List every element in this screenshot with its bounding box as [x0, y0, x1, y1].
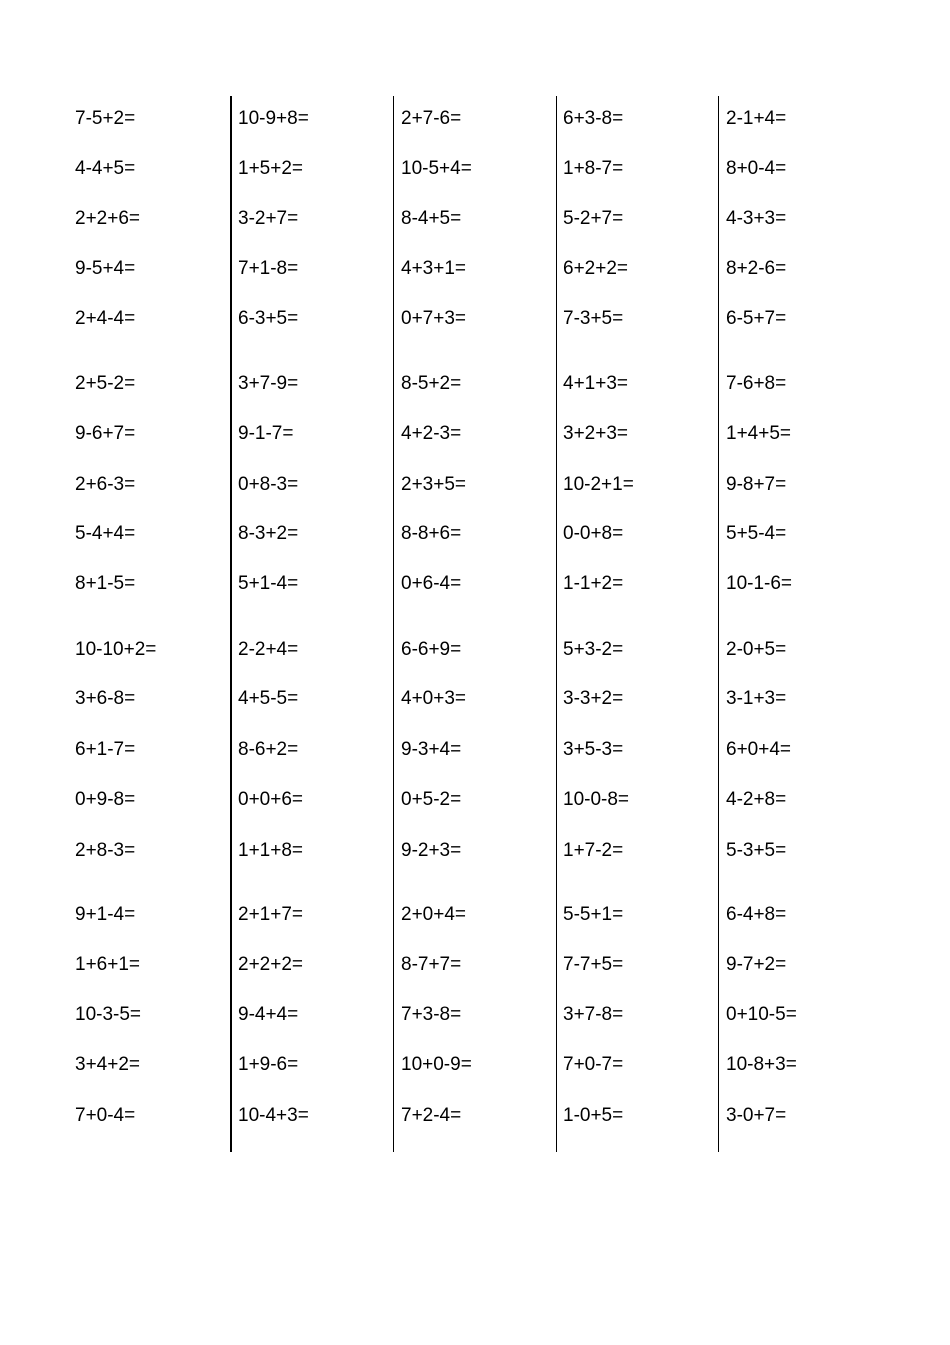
math-problem: 10-9+8=	[238, 108, 309, 129]
math-problem: 8-4+5=	[401, 208, 462, 229]
math-problem: 8+0-4=	[726, 158, 787, 179]
math-problem: 5-2+7=	[563, 208, 624, 229]
math-problem: 1+1+8=	[238, 840, 303, 861]
math-problem: 2+6-3=	[75, 474, 136, 495]
math-problem: 6+2+2=	[563, 258, 628, 279]
math-problem: 2-0+5=	[726, 639, 787, 660]
math-problem: 3+7-8=	[563, 1004, 624, 1025]
math-problem: 0+6-4=	[401, 573, 462, 594]
math-problem: 5+3-2=	[563, 639, 624, 660]
math-problem: 2+2+2=	[238, 954, 303, 975]
math-problem: 1+5+2=	[238, 158, 303, 179]
math-problem: 4+3+1=	[401, 258, 466, 279]
math-problem: 9-6+7=	[75, 423, 136, 444]
math-problem: 4+1+3=	[563, 373, 628, 394]
math-problem: 8+2-6=	[726, 258, 787, 279]
math-problem: 9-3+4=	[401, 739, 462, 760]
math-problem: 10-5+4=	[401, 158, 472, 179]
math-problem: 1+6+1=	[75, 954, 140, 975]
math-problem: 8-8+6=	[401, 523, 462, 544]
math-problem: 1+4+5=	[726, 423, 791, 444]
math-problem: 2+3+5=	[401, 474, 466, 495]
math-problem: 9-4+4=	[238, 1004, 299, 1025]
math-problem: 3-3+2=	[563, 688, 624, 709]
math-problem: 2+1+7=	[238, 904, 303, 925]
math-problem: 9-2+3=	[401, 840, 462, 861]
math-problem: 1+8-7=	[563, 158, 624, 179]
math-problem: 5-3+5=	[726, 840, 787, 861]
math-problem: 10-1-6=	[726, 573, 793, 594]
math-problem: 7+1-8=	[238, 258, 299, 279]
math-problem: 9+1-4=	[75, 904, 136, 925]
math-problem: 3-2+7=	[238, 208, 299, 229]
math-problem: 6+1-7=	[75, 739, 136, 760]
math-problem: 2-2+4=	[238, 639, 299, 660]
math-problem: 7-6+8=	[726, 373, 787, 394]
math-problem: 10+0-9=	[401, 1054, 472, 1075]
math-problem: 2+5-2=	[75, 373, 136, 394]
math-problem: 9-1-7=	[238, 423, 294, 444]
math-problem: 2+7-6=	[401, 108, 462, 129]
math-problem: 8-5+2=	[401, 373, 462, 394]
math-problem: 3-1+3=	[726, 688, 787, 709]
math-problem: 8+1-5=	[75, 573, 136, 594]
math-problem: 4-4+5=	[75, 158, 136, 179]
math-problem: 6-3+5=	[238, 308, 299, 329]
math-problem: 3+2+3=	[563, 423, 628, 444]
math-problem: 0+9-8=	[75, 789, 136, 810]
math-problem: 2+0+4=	[401, 904, 466, 925]
math-problem: 1+7-2=	[563, 840, 624, 861]
math-problem: 10-2+1=	[563, 474, 634, 495]
math-problem: 0-0+8=	[563, 523, 624, 544]
math-problem: 0+7+3=	[401, 308, 466, 329]
math-problem: 4-2+8=	[726, 789, 787, 810]
math-problem: 8-6+2=	[238, 739, 299, 760]
math-problem: 1-1+2=	[563, 573, 624, 594]
column-divider	[556, 96, 557, 1152]
math-problem: 1+9-6=	[238, 1054, 299, 1075]
math-problem: 0+10-5=	[726, 1004, 797, 1025]
math-problem: 4+0+3=	[401, 688, 466, 709]
column-divider	[230, 96, 232, 1152]
math-problem: 10-4+3=	[238, 1105, 309, 1126]
math-problem: 10-10+2=	[75, 639, 157, 660]
math-problem: 10-0-8=	[563, 789, 630, 810]
math-problem: 0+0+6=	[238, 789, 303, 810]
math-problem: 7-3+5=	[563, 308, 624, 329]
math-problem: 8-7+7=	[401, 954, 462, 975]
math-problem: 2+4-4=	[75, 308, 136, 329]
column-divider	[718, 96, 719, 1152]
math-problem: 6-6+9=	[401, 639, 462, 660]
math-problem: 9-8+7=	[726, 474, 787, 495]
math-problem: 6+3-8=	[563, 108, 624, 129]
math-problem: 7+0-4=	[75, 1105, 136, 1126]
math-problem: 2+2+6=	[75, 208, 140, 229]
math-problem: 4-3+3=	[726, 208, 787, 229]
math-problem: 3-0+7=	[726, 1105, 787, 1126]
math-problem: 6+0+4=	[726, 739, 791, 760]
math-problem: 3+7-9=	[238, 373, 299, 394]
math-problem: 9-5+4=	[75, 258, 136, 279]
math-problem: 2+8-3=	[75, 840, 136, 861]
math-problem: 10-3-5=	[75, 1004, 142, 1025]
math-problem: 5+5-4=	[726, 523, 787, 544]
math-problem: 0+5-2=	[401, 789, 462, 810]
math-problem: 3+5-3=	[563, 739, 624, 760]
math-problem: 10-8+3=	[726, 1054, 797, 1075]
math-problem: 3+4+2=	[75, 1054, 140, 1075]
math-problem: 3+6-8=	[75, 688, 136, 709]
math-problem: 7+3-8=	[401, 1004, 462, 1025]
math-problem: 7+0-7=	[563, 1054, 624, 1075]
math-problem: 7+2-4=	[401, 1105, 462, 1126]
math-problem: 6-4+8=	[726, 904, 787, 925]
math-problem: 8-3+2=	[238, 523, 299, 544]
math-problem: 2-1+4=	[726, 108, 787, 129]
math-problem: 5+1-4=	[238, 573, 299, 594]
math-problem: 5-4+4=	[75, 523, 136, 544]
math-problem: 4+2-3=	[401, 423, 462, 444]
math-problem: 7-7+5=	[563, 954, 624, 975]
math-problem: 7-5+2=	[75, 108, 136, 129]
math-problem: 9-7+2=	[726, 954, 787, 975]
math-problem: 5-5+1=	[563, 904, 624, 925]
column-divider	[393, 96, 394, 1152]
math-problem: 6-5+7=	[726, 308, 787, 329]
math-problem: 0+8-3=	[238, 474, 299, 495]
math-problem: 1-0+5=	[563, 1105, 624, 1126]
math-problem: 4+5-5=	[238, 688, 299, 709]
